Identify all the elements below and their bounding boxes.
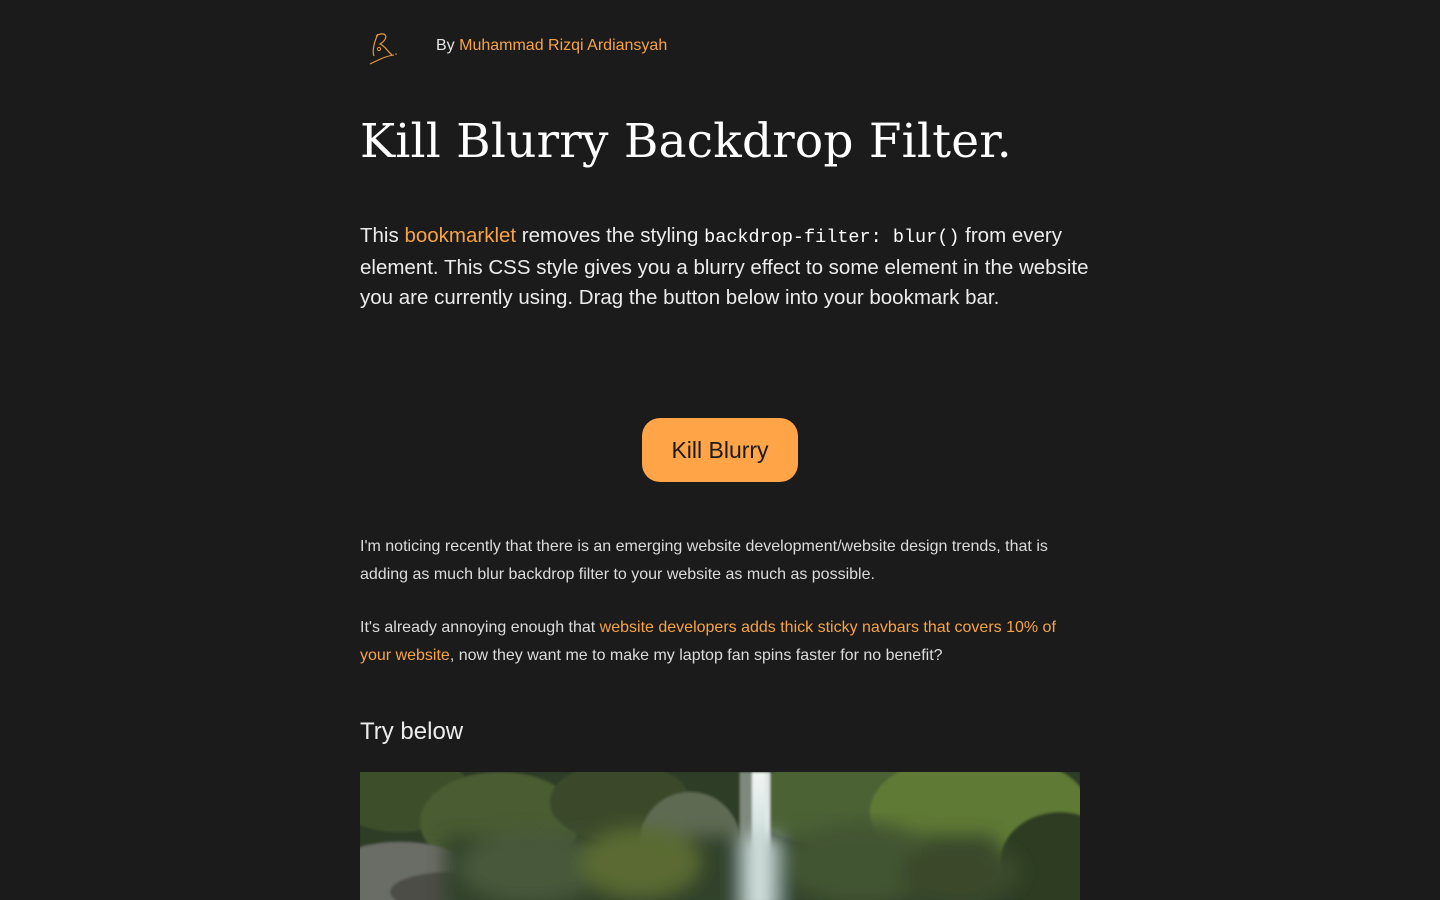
intro-paragraph: I'm noticing recently that there is an emerging website development/website design trends, that is adding as much blur backdrop filter to your website as much as possible.: [360, 538, 1048, 583]
bookmarklet-link[interactable]: bookmarklet: [404, 224, 517, 247]
try-below-heading: Try below: [360, 718, 464, 745]
author-link[interactable]: Muhammad Rizqi Ardiansyah: [459, 37, 668, 54]
byline: [360, 22, 667, 70]
page-title: Kill Blurry Backdrop Filter.: [360, 114, 1012, 169]
byline-prefix: By: [436, 37, 460, 54]
signature-logo-icon[interactable]: [360, 22, 408, 70]
lead-text-1: This: [360, 224, 405, 247]
annoyance-text-1: It's already annoying enough that: [360, 619, 600, 636]
lead-text-2: removes the styling: [516, 224, 705, 247]
byline-text: [436, 37, 667, 55]
code-snippet: backdrop-filter: blur(): [704, 227, 960, 248]
forest-waterfall-photo: [360, 772, 1080, 900]
demo-image: [360, 772, 1080, 900]
annoyance-text-2: , now they want me to make my laptop fan spins faster for no benefit?: [449, 647, 943, 664]
annoyance-paragraph: [360, 614, 1080, 670]
kill-blurry-button[interactable]: Kill Blurry: [642, 418, 798, 482]
sticky-navbars-link[interactable]: website developers adds thick sticky navbars that covers 10% of your website: [360, 619, 1056, 664]
lead-paragraph: [360, 221, 1090, 313]
lead-text-3: from every element. This CSS style gives you a blurry effect to some element in the website you are currently using. Drag the button below into your bookmark bar.: [360, 224, 1089, 309]
